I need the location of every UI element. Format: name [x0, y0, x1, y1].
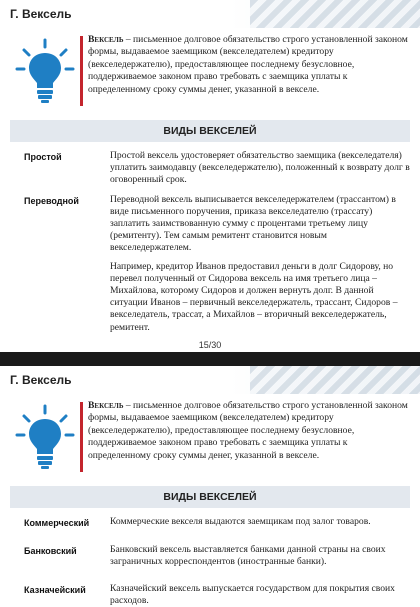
type-description: Простой вексель удостоверяет обязательство заемщика (векселедателя) уплатить заимодавцу (векселедержателю), положенный к возврату долг в оговоренный срок. — [110, 150, 410, 186]
type-term: Коммерческий — [24, 518, 90, 528]
type-row — [10, 516, 410, 528]
definition-term: Вексель — [88, 400, 124, 411]
type-row — [10, 544, 410, 568]
type-description: Переводной вексель выписывается векселедержателем (трассантом) в виде письменного поручения, приказа векселедателю (трассату) заплатить заимствованную сумму с процентами третьему лицу (ремитенту). Тем самым ремитент становится новым векселедержателем. — [110, 193, 396, 254]
type-term: Простой — [24, 152, 62, 162]
definition-term: Вексель — [88, 34, 124, 45]
definition-block — [10, 400, 410, 476]
accent-rule — [80, 402, 83, 472]
header-decoration — [250, 0, 420, 28]
type-description: Коммерческие векселя выдаются заемщикам под залог товаров. — [110, 516, 371, 527]
types-heading: ВИДЫ ВЕКСЕЛЕЙ — [10, 120, 410, 142]
section-title: Г. Вексель — [10, 7, 72, 21]
lightbulb-icon — [16, 38, 74, 104]
type-term: Банковский — [24, 546, 77, 557]
type-term: Казначейский — [24, 584, 86, 595]
section-header — [0, 0, 420, 28]
type-row — [10, 150, 410, 187]
lightbulb-icon — [16, 404, 74, 470]
page-number: 15/30 — [198, 340, 222, 350]
section-title: Г. Вексель — [10, 373, 72, 387]
type-row — [10, 583, 410, 607]
types-heading: ВИДЫ ВЕКСЕЛЕЙ — [10, 486, 410, 508]
definition-text — [88, 34, 410, 96]
page-separator — [0, 352, 420, 366]
accent-rule — [80, 36, 83, 106]
section-header — [0, 366, 420, 394]
type-term: Переводной — [24, 195, 79, 206]
document-page-2 — [0, 366, 420, 606]
definition-text — [88, 400, 410, 462]
type-description: Казначейский вексель выпускается государством для покрытия своих расходов. — [110, 582, 395, 606]
type-row — [10, 194, 410, 255]
header-decoration — [250, 366, 420, 394]
definition-body: – письменное долговое обязательство строго установленной законом формы, выдаваемое заемщиком (векселедателем) кредитору (векселедержателю), предоставляющее последнему безусловное, поддерживаемое законом право требовать с заемщика уплаты к определенному сроку суммы денег, указанной в векселе. — [88, 34, 408, 95]
definition-body: – письменное долговое обязательство строго установленной законом формы, выдаваемое заемщиком (векселедателем) кредитору (векселедержателю), предоставляющее последнему безусловное, поддерживаемое законом право требовать с заемщика уплаты к определенному сроку суммы денег, указанной в векселе. — [88, 400, 408, 461]
definition-block — [10, 34, 410, 110]
example-row — [10, 261, 410, 334]
type-description: Банковский вексель выставляется банками данной страны на своих заграничных корреспондентов (иностранные банки). — [110, 544, 386, 568]
example-text: Например, кредитор Иванов предоставил деньги в долг Сидорову, но перевел полученный от Сидорова вексель на имя третьего лица – Михайлова, которому Сидоров и должен вернуть долг. В данной ситуации Иванов – первичный векселедержатель, трассант, Сидоров – векселедатель, трассат, а Михайлов – вторичный векселедержатель, ремитент. — [110, 260, 398, 333]
